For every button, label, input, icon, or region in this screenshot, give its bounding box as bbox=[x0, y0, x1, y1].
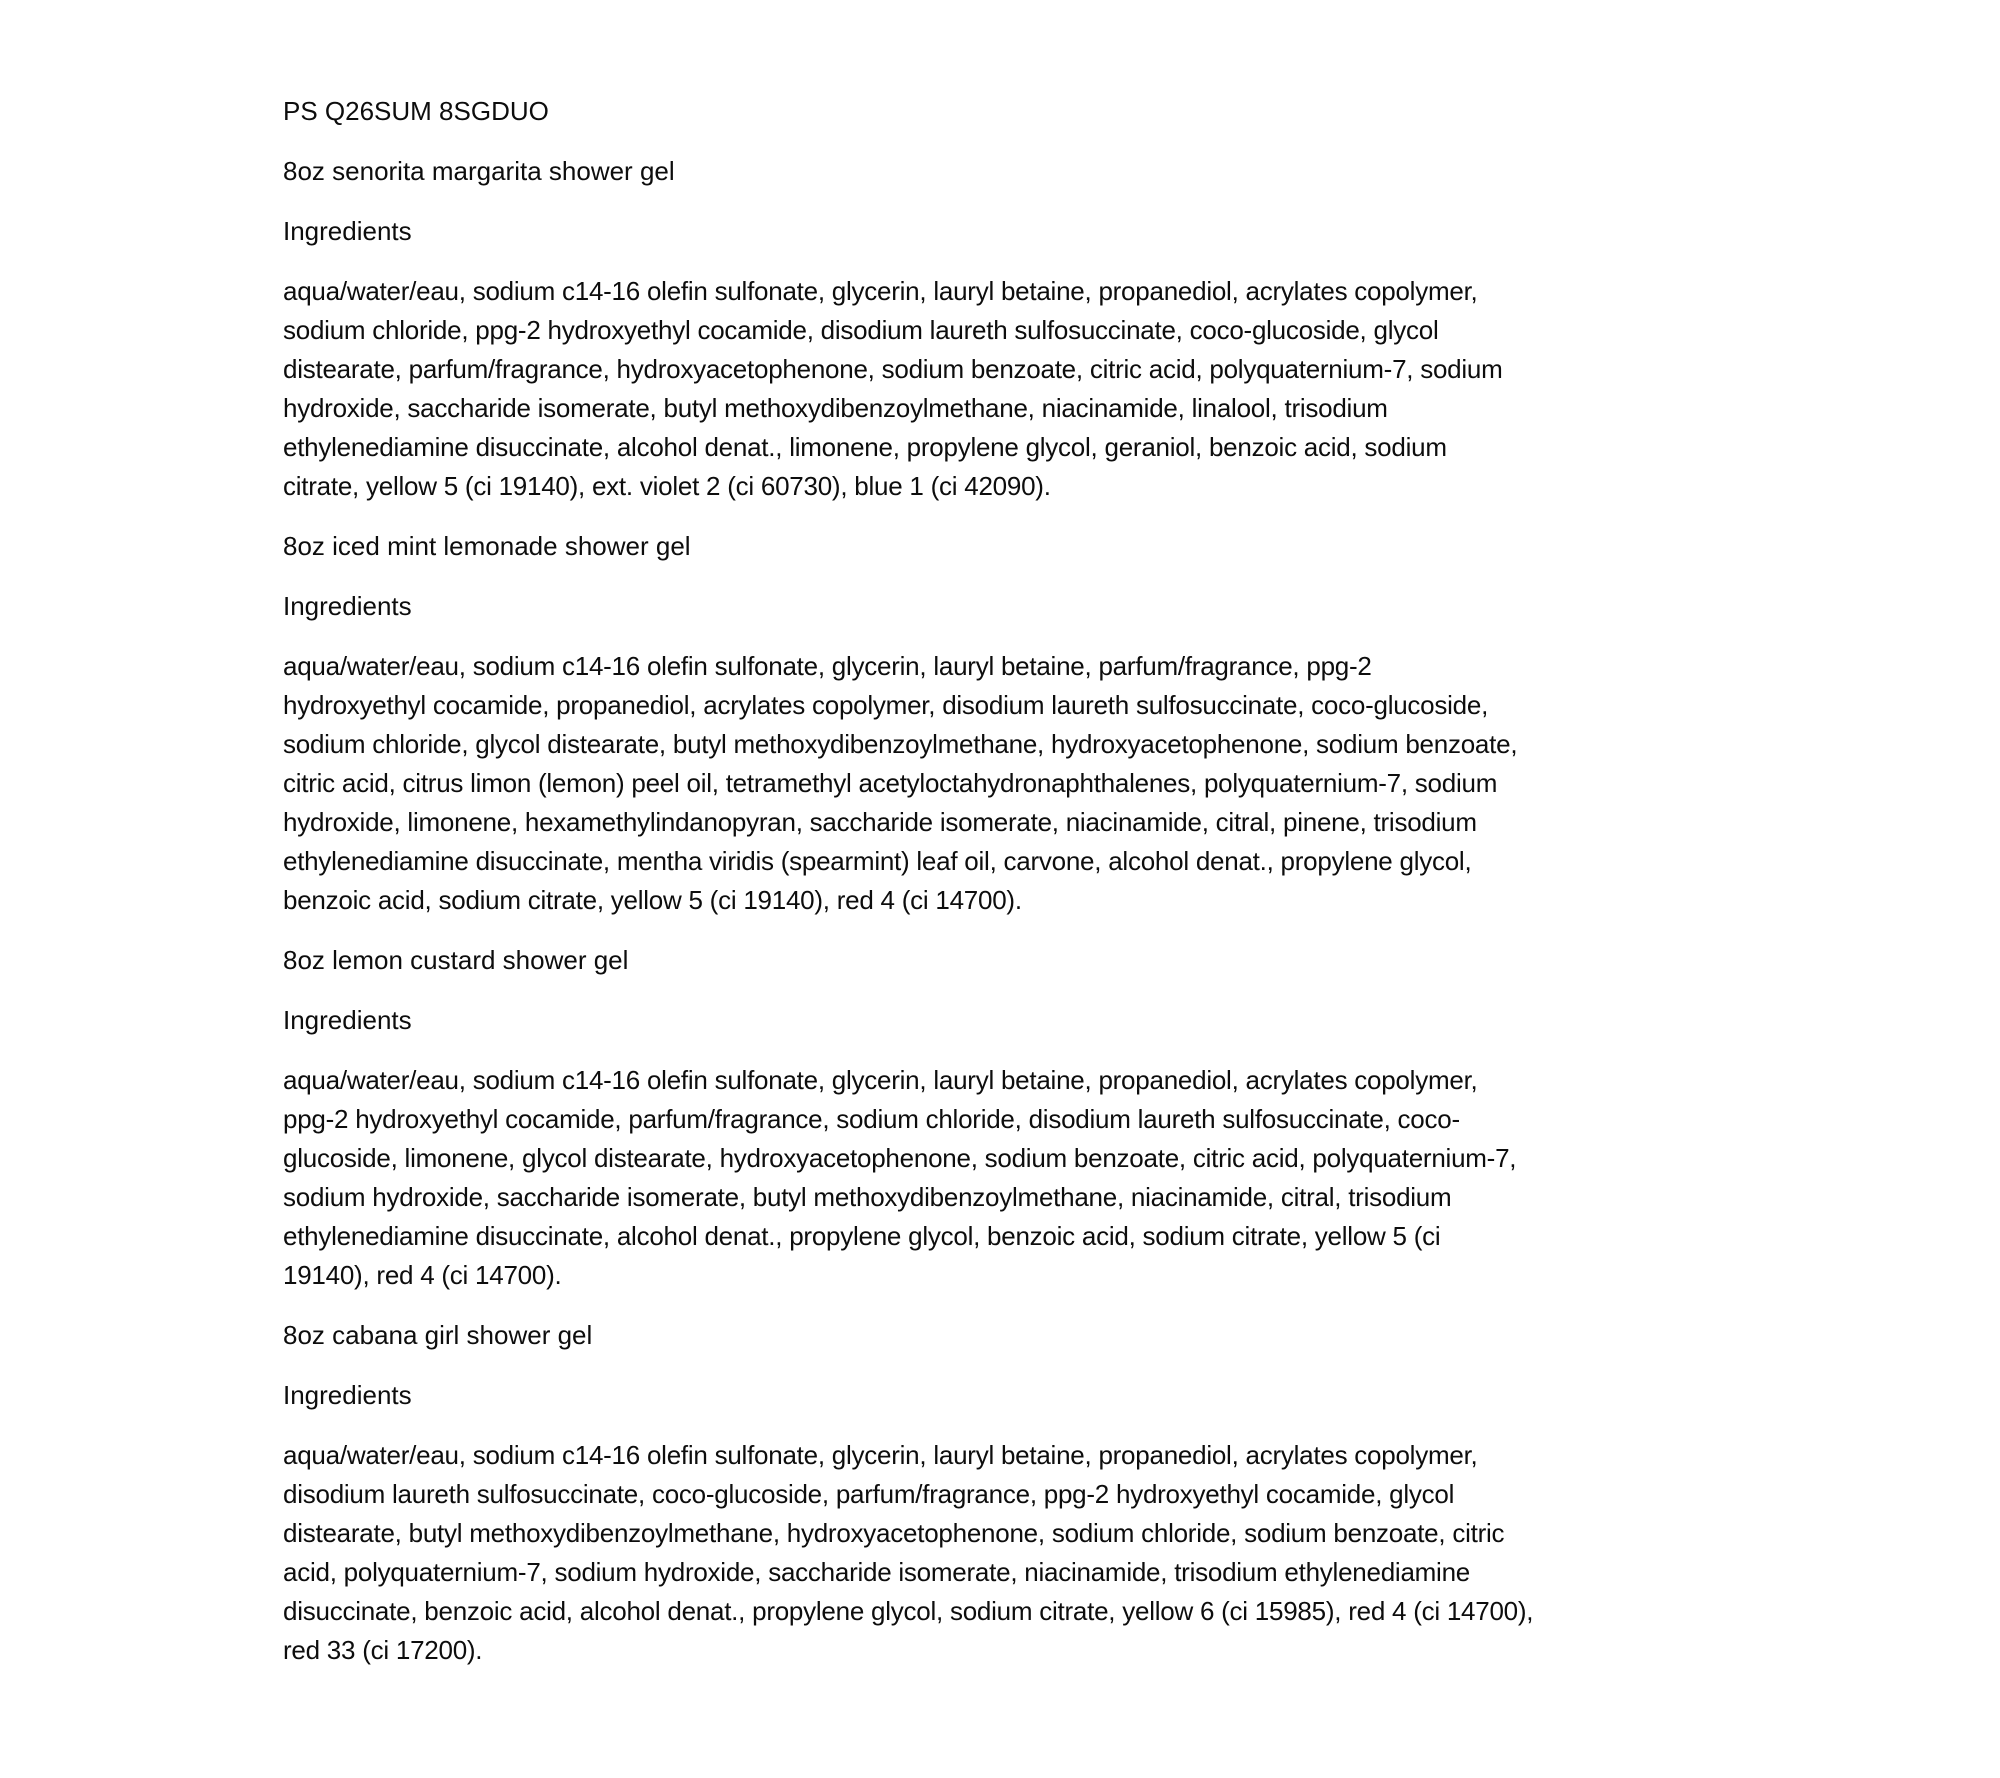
ingredients-line: distearate, parfum/fragrance, hydroxyacetophenone, sodium benzoate, citric acid, polyquaternium-7, sodium bbox=[283, 354, 1503, 384]
ingredients-line: aqua/water/eau, sodium c14-16 olefin sulfonate, glycerin, lauryl betaine, propanediol, acrylates copolymer, bbox=[283, 1065, 1478, 1095]
ingredients-label-block bbox=[283, 212, 1743, 251]
ingredients-list bbox=[283, 647, 1743, 920]
product-name-block bbox=[283, 941, 1743, 980]
ingredients-line: citric acid, citrus limon (lemon) peel oil, tetramethyl acetyloctahydronaphthalenes, polyquaternium-7, sodium bbox=[283, 768, 1498, 798]
ingredients-line: hydroxide, saccharide isomerate, butyl methoxydibenzoylmethane, niacinamide, linalool, trisodium bbox=[283, 393, 1388, 423]
product-name: 8oz senorita margarita shower gel bbox=[283, 156, 675, 186]
ingredients-line: aqua/water/eau, sodium c14-16 olefin sulfonate, glycerin, lauryl betaine, parfum/fragrance, ppg-2 bbox=[283, 651, 1372, 681]
document-title: PS Q26SUM 8SGDUO bbox=[283, 96, 549, 126]
ingredients-line: benzoic acid, sodium citrate, yellow 5 (ci 19140), red 4 (ci 14700). bbox=[283, 885, 1022, 915]
ingredients-label-block bbox=[283, 1001, 1743, 1040]
ingredients-line: sodium hydroxide, saccharide isomerate, butyl methoxydibenzoylmethane, niacinamide, citral, trisodium bbox=[283, 1182, 1452, 1212]
ingredients-line: ethylenediamine disuccinate, mentha viridis (spearmint) leaf oil, carvone, alcohol denat., propylene glycol, bbox=[283, 846, 1472, 876]
product-name: 8oz lemon custard shower gel bbox=[283, 945, 629, 975]
ingredients-line: aqua/water/eau, sodium c14-16 olefin sulfonate, glycerin, lauryl betaine, propanediol, acrylates copolymer, bbox=[283, 1440, 1478, 1470]
product-name-block bbox=[283, 152, 1743, 191]
product-list bbox=[283, 152, 1743, 1670]
ingredients-line: glucoside, limonene, glycol distearate, hydroxyacetophenone, sodium benzoate, citric acid, polyquaternium-7, bbox=[283, 1143, 1517, 1173]
ingredients-line: disodium laureth sulfosuccinate, coco-glucoside, parfum/fragrance, ppg-2 hydroxyethyl cocamide, glycol bbox=[283, 1479, 1455, 1509]
ingredients-line: sodium chloride, glycol distearate, butyl methoxydibenzoylmethane, hydroxyacetophenone, sodium benzoate, bbox=[283, 729, 1518, 759]
ingredients-label-block bbox=[283, 587, 1743, 626]
ingredients-line: disuccinate, benzoic acid, alcohol denat., propylene glycol, sodium citrate, yellow 6 (ci 15985), red 4 (ci 14700), bbox=[283, 1596, 1534, 1626]
ingredients-list bbox=[283, 1061, 1743, 1295]
ingredients-line: ethylenediamine disuccinate, alcohol denat., limonene, propylene glycol, geraniol, benzoic acid, sodium bbox=[283, 432, 1447, 462]
ingredients-list bbox=[283, 272, 1743, 506]
ingredients-list bbox=[283, 1436, 1743, 1670]
ingredients-line: acid, polyquaternium-7, sodium hydroxide, saccharide isomerate, niacinamide, trisodium ethylenediamine bbox=[283, 1557, 1471, 1587]
ingredients-label-block bbox=[283, 1376, 1743, 1415]
ingredients-line: hydroxyethyl cocamide, propanediol, acrylates copolymer, disodium laureth sulfosuccinate, coco-glucoside, bbox=[283, 690, 1489, 720]
ingredients-line: distearate, butyl methoxydibenzoylmethane, hydroxyacetophenone, sodium chloride, sodium benzoate, citric bbox=[283, 1518, 1505, 1548]
document-title-block bbox=[283, 92, 1743, 131]
ingredients-line: 19140), red 4 (ci 14700). bbox=[283, 1260, 562, 1290]
ingredients-label: Ingredients bbox=[283, 591, 412, 621]
product-name-block bbox=[283, 1316, 1743, 1355]
document-page bbox=[283, 92, 1743, 1691]
product-name: 8oz cabana girl shower gel bbox=[283, 1320, 593, 1350]
ingredients-label: Ingredients bbox=[283, 1005, 412, 1035]
ingredients-line: ethylenediamine disuccinate, alcohol denat., propylene glycol, benzoic acid, sodium citrate, yellow 5 (ci bbox=[283, 1221, 1441, 1251]
ingredients-line: red 33 (ci 17200). bbox=[283, 1635, 483, 1665]
ingredients-label: Ingredients bbox=[283, 1380, 412, 1410]
ingredients-label: Ingredients bbox=[283, 216, 412, 246]
ingredients-line: sodium chloride, ppg-2 hydroxyethyl cocamide, disodium laureth sulfosuccinate, coco-glucoside, glycol bbox=[283, 315, 1439, 345]
ingredients-line: aqua/water/eau, sodium c14-16 olefin sulfonate, glycerin, lauryl betaine, propanediol, acrylates copolymer, bbox=[283, 276, 1478, 306]
ingredients-line: ppg-2 hydroxyethyl cocamide, parfum/fragrance, sodium chloride, disodium laureth sulfosuccinate, coco- bbox=[283, 1104, 1460, 1134]
product-name-block bbox=[283, 527, 1743, 566]
product-name: 8oz iced mint lemonade shower gel bbox=[283, 531, 691, 561]
ingredients-line: hydroxide, limonene, hexamethylindanopyran, saccharide isomerate, niacinamide, citral, pinene, trisodium bbox=[283, 807, 1477, 837]
ingredients-line: citrate, yellow 5 (ci 19140), ext. violet 2 (ci 60730), blue 1 (ci 42090). bbox=[283, 471, 1051, 501]
